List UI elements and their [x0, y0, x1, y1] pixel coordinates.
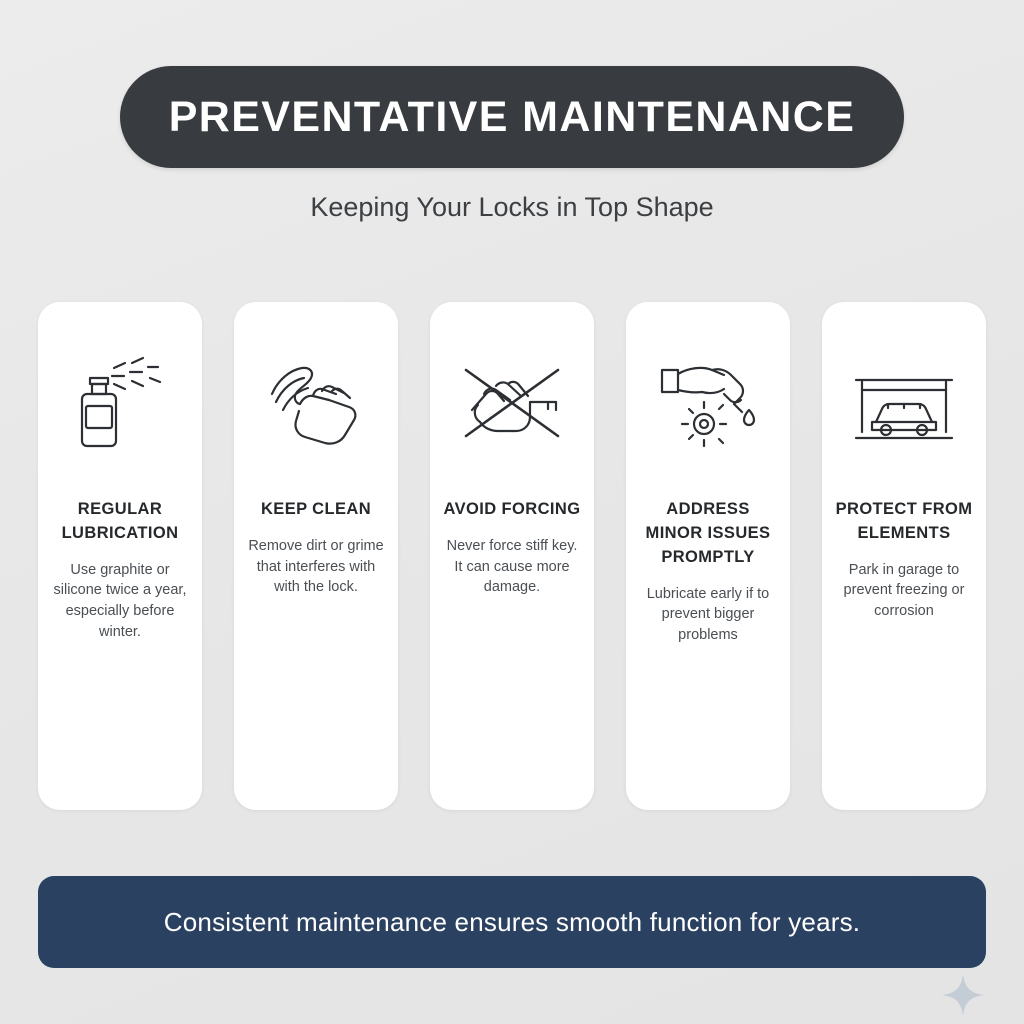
- page-title: PREVENTATIVE MAINTENANCE: [168, 92, 856, 141]
- page-subtitle: Keeping Your Locks in Top Shape: [310, 192, 714, 222]
- footer-message: Consistent maintenance ensures smooth function for years.: [163, 906, 861, 937]
- tip-card-title: PROTECT FROM ELEMENTS: [835, 500, 973, 542]
- no-forcing-key-icon: [438, 302, 586, 502]
- tip-card-description: Remove dirt or grime that interferes with with the lock.: [248, 537, 384, 596]
- tip-card-title: REGULAR LUBRICATION: [61, 500, 179, 542]
- tip-card-avoid-forcing: [430, 302, 594, 810]
- tip-card-title: ADDRESS MINOR ISSUES PROMPTLY: [645, 500, 771, 566]
- tip-card-description: Use graphite or silicone twice a year, especially before winter.: [53, 561, 187, 640]
- car-in-garage-icon: [830, 302, 978, 502]
- tip-card-title: KEEP CLEAN: [260, 500, 372, 518]
- tip-card-title: AVOID FORCING: [443, 500, 581, 518]
- tip-card-regular-lubrication: [38, 302, 202, 810]
- spray-can-icon: [46, 302, 194, 502]
- tip-card-keep-clean: [234, 302, 398, 810]
- footer-banner: [38, 876, 986, 968]
- sparkle-icon: [940, 972, 986, 1018]
- tips-card-row: [38, 302, 986, 810]
- tip-card-address-minor-issues: [626, 302, 790, 810]
- cleaning-hand-cloth-icon: [242, 302, 390, 502]
- hand-oiling-gear-icon: [634, 302, 782, 502]
- tip-card-description: Park in garage to prevent freezing or corrosion: [843, 561, 965, 619]
- tip-card-protect-from-elements: [822, 302, 986, 810]
- tip-card-description: Never force stiff key. It can cause more damage.: [446, 537, 578, 596]
- tip-card-description: Lubricate early if to prevent bigger problems: [646, 585, 770, 643]
- title-banner: [120, 66, 904, 168]
